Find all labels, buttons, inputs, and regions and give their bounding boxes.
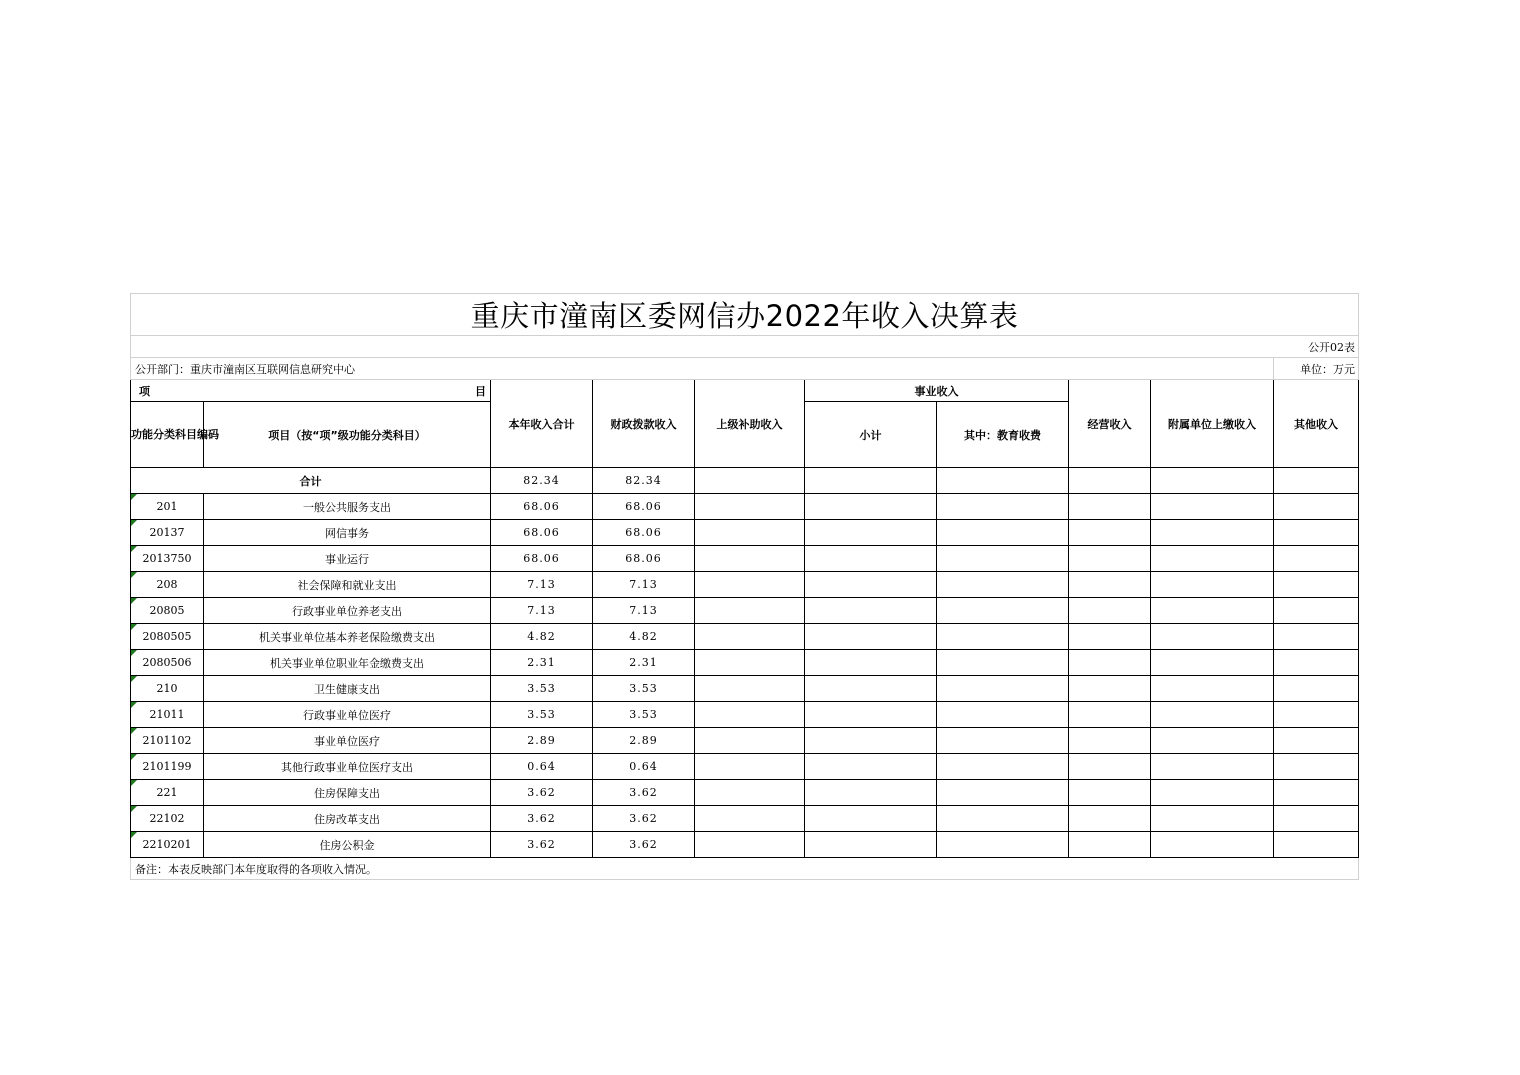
empty-cell — [937, 624, 1069, 650]
table-row — [131, 572, 1359, 598]
row-code: 2101199 — [131, 754, 204, 780]
empty-cell — [805, 572, 937, 598]
table-row — [131, 754, 1359, 780]
empty-cell — [695, 598, 805, 624]
row-name: 行政事业单位养老支出 — [204, 598, 491, 624]
row-code: 20805 — [131, 598, 204, 624]
empty-cell — [1069, 546, 1151, 572]
footnote: 备注：本表反映部门本年度取得的各项收入情况。 — [131, 858, 1359, 880]
empty-cell — [1151, 468, 1274, 494]
empty-cell — [1069, 494, 1151, 520]
header-total-income: 本年收入合计 — [491, 380, 593, 468]
row-name: 一般公共服务支出 — [204, 494, 491, 520]
row-name: 住房公积金 — [204, 832, 491, 858]
row-code: 22102 — [131, 806, 204, 832]
row-fiscal: 7.13 — [593, 598, 695, 624]
row-fiscal: 7.13 — [593, 572, 695, 598]
page-title: 重庆市潼南区委网信办2022年收入决算表 — [131, 294, 1359, 336]
row-total: 0.64 — [491, 754, 593, 780]
empty-cell — [1151, 754, 1274, 780]
empty-cell — [1069, 832, 1151, 858]
row-fiscal: 68.06 — [593, 494, 695, 520]
empty-cell — [1274, 780, 1359, 806]
row-total: 4.82 — [491, 624, 593, 650]
empty-cell — [937, 676, 1069, 702]
table-row — [131, 676, 1359, 702]
row-total: 3.62 — [491, 806, 593, 832]
empty-cell — [805, 520, 937, 546]
row-total: 7.13 — [491, 572, 593, 598]
empty-cell — [805, 702, 937, 728]
empty-cell — [805, 728, 937, 754]
empty-cell — [1151, 702, 1274, 728]
row-total: 3.62 — [491, 832, 593, 858]
row-total: 3.53 — [491, 702, 593, 728]
empty-cell — [1151, 572, 1274, 598]
empty-cell — [1069, 754, 1151, 780]
empty-cell — [1274, 598, 1359, 624]
empty-cell — [1274, 702, 1359, 728]
comment-marker-icon — [131, 832, 137, 838]
header-fiscal: 财政拨款收入 — [593, 380, 695, 468]
table-row — [131, 494, 1359, 520]
empty-cell — [1069, 650, 1151, 676]
empty-cell — [1274, 546, 1359, 572]
row-code: 2013750 — [131, 546, 204, 572]
row-fiscal: 3.62 — [593, 780, 695, 806]
row-name: 卫生健康支出 — [204, 676, 491, 702]
empty-cell — [805, 806, 937, 832]
empty-cell — [1069, 624, 1151, 650]
comment-marker-icon — [131, 702, 137, 708]
empty-cell — [1151, 494, 1274, 520]
empty-cell — [937, 832, 1069, 858]
table-row — [131, 650, 1359, 676]
empty-cell — [805, 468, 937, 494]
row-name: 机关事业单位职业年金缴费支出 — [204, 650, 491, 676]
row-fiscal: 3.62 — [593, 806, 695, 832]
header-superior: 上级补助收入 — [695, 380, 805, 468]
row-code: 201 — [131, 494, 204, 520]
header-education: 其中：教育收费 — [937, 402, 1069, 468]
empty-cell — [1069, 702, 1151, 728]
empty-cell — [695, 702, 805, 728]
header-subtotal: 小计 — [805, 402, 937, 468]
empty-cell — [1274, 650, 1359, 676]
row-fiscal: 4.82 — [593, 624, 695, 650]
empty-cell — [937, 520, 1069, 546]
empty-cell — [805, 546, 937, 572]
row-name: 机关事业单位基本养老保险缴费支出 — [204, 624, 491, 650]
empty-cell — [1069, 806, 1151, 832]
header-name: 项目（按“项”级功能分类科目） — [204, 402, 491, 468]
row-code: 208 — [131, 572, 204, 598]
empty-cell — [1151, 520, 1274, 546]
comment-marker-icon — [131, 520, 137, 526]
empty-cell — [805, 754, 937, 780]
row-code: 20137 — [131, 520, 204, 546]
row-fiscal: 3.62 — [593, 832, 695, 858]
empty-cell — [1151, 676, 1274, 702]
row-fiscal: 2.31 — [593, 650, 695, 676]
empty-cell — [1274, 624, 1359, 650]
empty-cell — [1274, 676, 1359, 702]
comment-marker-icon — [131, 780, 137, 786]
header-affiliated: 附属单位上缴收入 — [1151, 380, 1274, 468]
empty-cell — [805, 676, 937, 702]
row-fiscal: 3.53 — [593, 676, 695, 702]
row-fiscal: 2.89 — [593, 728, 695, 754]
empty-cell — [805, 780, 937, 806]
comment-marker-icon — [131, 754, 137, 760]
empty-cell — [1274, 520, 1359, 546]
comment-marker-icon — [131, 572, 137, 578]
empty-cell — [1274, 494, 1359, 520]
empty-cell — [937, 780, 1069, 806]
empty-cell — [695, 494, 805, 520]
empty-cell — [1274, 728, 1359, 754]
table-row — [131, 624, 1359, 650]
total-row-label: 合计 — [131, 468, 491, 494]
table-row — [131, 780, 1359, 806]
empty-cell — [1274, 468, 1359, 494]
header-xiang: 项 — [139, 385, 150, 398]
empty-cell — [937, 494, 1069, 520]
row-name: 网信事务 — [204, 520, 491, 546]
comment-marker-icon — [131, 806, 137, 812]
empty-cell — [937, 468, 1069, 494]
empty-cell — [1274, 832, 1359, 858]
empty-cell — [937, 598, 1069, 624]
empty-cell — [1151, 650, 1274, 676]
row-code: 2080506 — [131, 650, 204, 676]
empty-cell — [1069, 598, 1151, 624]
comment-marker-icon — [131, 676, 137, 682]
empty-cell — [805, 650, 937, 676]
unit-label: 单位：万元 — [1274, 358, 1359, 380]
header-other: 其他收入 — [1274, 380, 1359, 468]
empty-cell — [937, 702, 1069, 728]
empty-cell — [695, 572, 805, 598]
empty-cell — [1069, 572, 1151, 598]
row-total: 3.62 — [491, 780, 593, 806]
empty-cell — [1151, 780, 1274, 806]
empty-cell — [695, 754, 805, 780]
form-number: 公开02表 — [131, 336, 1359, 358]
table-row — [131, 832, 1359, 858]
table-row — [131, 728, 1359, 754]
empty-cell — [1274, 754, 1359, 780]
row-total: 68.06 — [491, 494, 593, 520]
empty-cell — [1069, 676, 1151, 702]
empty-cell — [695, 832, 805, 858]
row-fiscal: 68.06 — [593, 546, 695, 572]
empty-cell — [1151, 546, 1274, 572]
row-total: 68.06 — [491, 520, 593, 546]
row-code: 2210201 — [131, 832, 204, 858]
table-row — [131, 806, 1359, 832]
comment-marker-icon — [131, 598, 137, 604]
empty-cell — [1274, 806, 1359, 832]
header-mu: 目 — [475, 385, 486, 398]
table-row — [131, 702, 1359, 728]
empty-cell — [805, 598, 937, 624]
table-row — [131, 546, 1359, 572]
income-final-accounts-table — [130, 293, 1359, 880]
row-total: 2.31 — [491, 650, 593, 676]
empty-cell — [1151, 832, 1274, 858]
empty-cell — [1274, 572, 1359, 598]
row-total: 7.13 — [491, 598, 593, 624]
empty-cell — [1069, 780, 1151, 806]
empty-cell — [937, 650, 1069, 676]
total-row-total: 82.34 — [491, 468, 593, 494]
empty-cell — [805, 494, 937, 520]
row-name: 住房改革支出 — [204, 806, 491, 832]
row-fiscal: 68.06 — [593, 520, 695, 546]
row-code: 2101102 — [131, 728, 204, 754]
empty-cell — [695, 728, 805, 754]
empty-cell — [695, 806, 805, 832]
empty-cell — [937, 572, 1069, 598]
empty-cell — [937, 754, 1069, 780]
row-name: 社会保障和就业支出 — [204, 572, 491, 598]
empty-cell — [805, 832, 937, 858]
comment-marker-icon — [131, 546, 137, 552]
header-operating: 经营收入 — [1069, 380, 1151, 468]
comment-marker-icon — [131, 650, 137, 656]
row-name: 事业运行 — [204, 546, 491, 572]
comment-marker-icon — [131, 624, 137, 630]
header-code: 功能分类科目编码 — [131, 402, 204, 468]
total-row-fiscal: 82.34 — [593, 468, 695, 494]
empty-cell — [695, 780, 805, 806]
row-name: 其他行政事业单位医疗支出 — [204, 754, 491, 780]
empty-cell — [1069, 468, 1151, 494]
row-code: 21011 — [131, 702, 204, 728]
empty-cell — [1069, 728, 1151, 754]
empty-cell — [937, 546, 1069, 572]
row-total: 3.53 — [491, 676, 593, 702]
row-total: 2.89 — [491, 728, 593, 754]
comment-marker-icon — [131, 728, 137, 734]
comment-marker-icon — [131, 494, 137, 500]
empty-cell — [695, 624, 805, 650]
empty-cell — [937, 806, 1069, 832]
header-business-group: 事业收入 — [805, 380, 1069, 402]
empty-cell — [695, 546, 805, 572]
header-item-spanner — [131, 380, 491, 402]
empty-cell — [805, 624, 937, 650]
empty-cell — [695, 676, 805, 702]
row-fiscal: 3.53 — [593, 702, 695, 728]
row-code: 2080505 — [131, 624, 204, 650]
empty-cell — [1069, 520, 1151, 546]
row-name: 事业单位医疗 — [204, 728, 491, 754]
empty-cell — [1151, 806, 1274, 832]
table-row — [131, 598, 1359, 624]
empty-cell — [695, 650, 805, 676]
empty-cell — [1151, 728, 1274, 754]
empty-cell — [937, 728, 1069, 754]
table-row — [131, 520, 1359, 546]
empty-cell — [1151, 624, 1274, 650]
row-name: 行政事业单位医疗 — [204, 702, 491, 728]
row-code: 221 — [131, 780, 204, 806]
row-name: 住房保障支出 — [204, 780, 491, 806]
empty-cell — [695, 468, 805, 494]
empty-cell — [1151, 598, 1274, 624]
empty-cell — [695, 520, 805, 546]
row-code: 210 — [131, 676, 204, 702]
department-label: 公开部门：重庆市潼南区互联网信息研究中心 — [131, 358, 1274, 380]
row-fiscal: 0.64 — [593, 754, 695, 780]
row-total: 68.06 — [491, 546, 593, 572]
